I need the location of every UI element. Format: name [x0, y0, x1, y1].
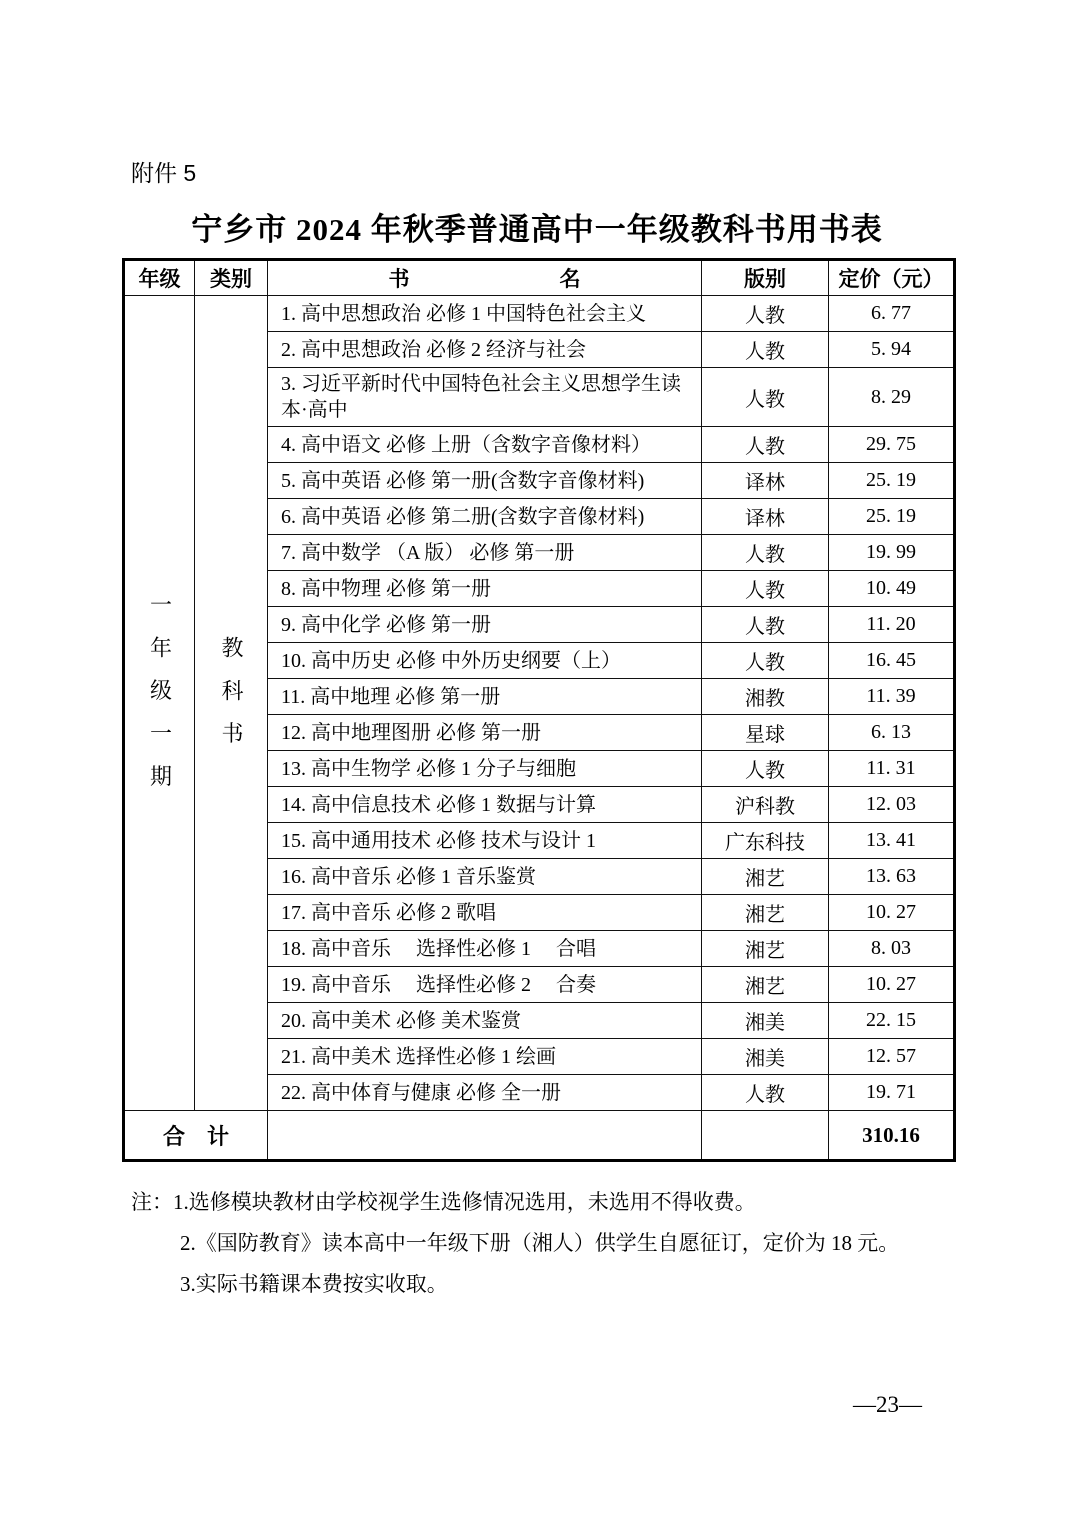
publisher-cell: 人教 — [702, 368, 829, 427]
header-price: 定价（元） — [829, 260, 955, 296]
table-row — [124, 296, 955, 332]
note-line-1 — [131, 1182, 961, 1223]
page-title: 宁乡市 2024 年秋季普通高中一年级教科书用书表 — [191, 212, 883, 247]
price-cell: 19. 71 — [829, 1075, 955, 1111]
price-cell: 11. 20 — [829, 607, 955, 643]
price-cell: 11. 31 — [829, 751, 955, 787]
header-book-left: 书 — [388, 267, 410, 291]
price-cell: 6. 13 — [829, 715, 955, 751]
publisher-cell: 湘艺 — [702, 967, 829, 1003]
publisher-cell: 人教 — [702, 1075, 829, 1111]
price-cell: 12. 57 — [829, 1039, 955, 1075]
book-name-cell: 19. 高中音乐 选择性必修 2 合奏 — [268, 967, 702, 1003]
price-cell: 13. 63 — [829, 859, 955, 895]
price-cell: 6. 77 — [829, 296, 955, 332]
category-cell-text: 教科书 — [219, 636, 244, 765]
book-name-cell: 17. 高中音乐 必修 2 歌唱 — [268, 895, 702, 931]
textbook-table — [122, 258, 956, 1162]
price-cell: 8. 29 — [829, 368, 955, 427]
publisher-cell: 湘美 — [702, 1003, 829, 1039]
book-name-cell: 22. 高中体育与健康 必修 全一册 — [268, 1075, 702, 1111]
table-footer — [124, 1111, 955, 1161]
book-name-cell: 13. 高中生物学 必修 1 分子与细胞 — [268, 751, 702, 787]
table-header — [124, 260, 955, 296]
book-name-cell: 11. 高中地理 必修 第一册 — [268, 679, 702, 715]
page-number: —23— — [853, 1392, 922, 1417]
publisher-cell: 湘艺 — [702, 895, 829, 931]
publisher-cell: 湘艺 — [702, 931, 829, 967]
book-name-cell: 21. 高中美术 选择性必修 1 绘画 — [268, 1039, 702, 1075]
book-name-cell: 1. 高中思想政治 必修 1 中国特色社会主义 — [268, 296, 702, 332]
book-name-cell: 15. 高中通用技术 必修 技术与设计 1 — [268, 823, 702, 859]
note-item: 2.《国防教育》读本高中一年级下册（湘人）供学生自愿征订，定价为 18 元。 — [180, 1231, 900, 1255]
publisher-cell: 广东科技 — [702, 823, 829, 859]
publisher-cell: 人教 — [702, 296, 829, 332]
publisher-cell: 人教 — [702, 535, 829, 571]
total-row — [124, 1111, 955, 1161]
attachment-label: 附件 5 — [131, 160, 197, 186]
price-cell: 16. 45 — [829, 643, 955, 679]
publisher-cell: 人教 — [702, 751, 829, 787]
publisher-cell: 人教 — [702, 332, 829, 368]
price-cell: 5. 94 — [829, 332, 955, 368]
header-book-name — [268, 260, 702, 296]
book-name-cell: 6. 高中英语 必修 第二册(含数字音像材料) — [268, 499, 702, 535]
note-item: 1.选修模块教材由学校视学生选修情况选用，未选用不得收费。 — [173, 1190, 756, 1214]
book-name-cell: 9. 高中化学 必修 第一册 — [268, 607, 702, 643]
header-category: 类别 — [195, 260, 268, 296]
book-name-cell: 5. 高中英语 必修 第一册(含数字音像材料) — [268, 463, 702, 499]
book-name-cell: 12. 高中地理图册 必修 第一册 — [268, 715, 702, 751]
category-cell — [195, 296, 268, 1111]
price-cell: 25. 19 — [829, 499, 955, 535]
book-name-cell: 4. 高中语文 必修 上册（含数字音像材料） — [268, 427, 702, 463]
header-publisher: 版别 — [702, 260, 829, 296]
note-item: 3.实际书籍课本费按实收取。 — [180, 1272, 448, 1296]
book-name-cell: 14. 高中信息技术 必修 1 数据与计算 — [268, 787, 702, 823]
publisher-cell: 人教 — [702, 643, 829, 679]
price-cell: 22. 15 — [829, 1003, 955, 1039]
publisher-cell: 人教 — [702, 571, 829, 607]
publisher-cell: 人教 — [702, 607, 829, 643]
total-price: 310.16 — [829, 1111, 955, 1161]
note-prefix: 注： — [131, 1190, 173, 1214]
price-cell: 25. 19 — [829, 463, 955, 499]
book-name-cell: 10. 高中历史 必修 中外历史纲要（上） — [268, 643, 702, 679]
book-name-cell: 3. 习近平新时代中国特色社会主义思想学生读本·高中 — [268, 368, 702, 427]
note-line-2 — [180, 1223, 961, 1264]
price-cell: 12. 03 — [829, 787, 955, 823]
publisher-cell: 沪科教 — [702, 787, 829, 823]
grade-cell-text: 一年级一期 — [147, 593, 173, 808]
header-grade: 年级 — [124, 260, 195, 296]
price-cell: 29. 75 — [829, 427, 955, 463]
total-label: 合 计 — [124, 1111, 268, 1161]
book-name-cell: 18. 高中音乐 选择性必修 1 合唱 — [268, 931, 702, 967]
price-cell: 10. 49 — [829, 571, 955, 607]
price-cell: 10. 27 — [829, 895, 955, 931]
publisher-cell: 星球 — [702, 715, 829, 751]
price-cell: 11. 39 — [829, 679, 955, 715]
notes-section — [131, 1182, 961, 1305]
book-name-cell: 16. 高中音乐 必修 1 音乐鉴赏 — [268, 859, 702, 895]
book-name-cell: 8. 高中物理 必修 第一册 — [268, 571, 702, 607]
book-name-cell: 7. 高中数学 （A 版） 必修 第一册 — [268, 535, 702, 571]
book-name-cell: 20. 高中美术 必修 美术鉴赏 — [268, 1003, 702, 1039]
publisher-cell: 湘教 — [702, 679, 829, 715]
publisher-cell: 译林 — [702, 499, 829, 535]
grade-cell — [124, 296, 195, 1111]
publisher-cell: 湘艺 — [702, 859, 829, 895]
note-line-3 — [180, 1264, 961, 1305]
book-name-cell: 2. 高中思想政治 必修 2 经济与社会 — [268, 332, 702, 368]
total-book-empty — [268, 1111, 702, 1161]
total-publisher-empty — [702, 1111, 829, 1161]
price-cell: 19. 99 — [829, 535, 955, 571]
publisher-cell: 人教 — [702, 427, 829, 463]
book-table-body — [124, 296, 955, 1111]
publisher-cell: 湘美 — [702, 1039, 829, 1075]
header-book-right: 名 — [559, 267, 581, 291]
price-cell: 8. 03 — [829, 931, 955, 967]
price-cell: 10. 27 — [829, 967, 955, 1003]
publisher-cell: 译林 — [702, 463, 829, 499]
price-cell: 13. 41 — [829, 823, 955, 859]
